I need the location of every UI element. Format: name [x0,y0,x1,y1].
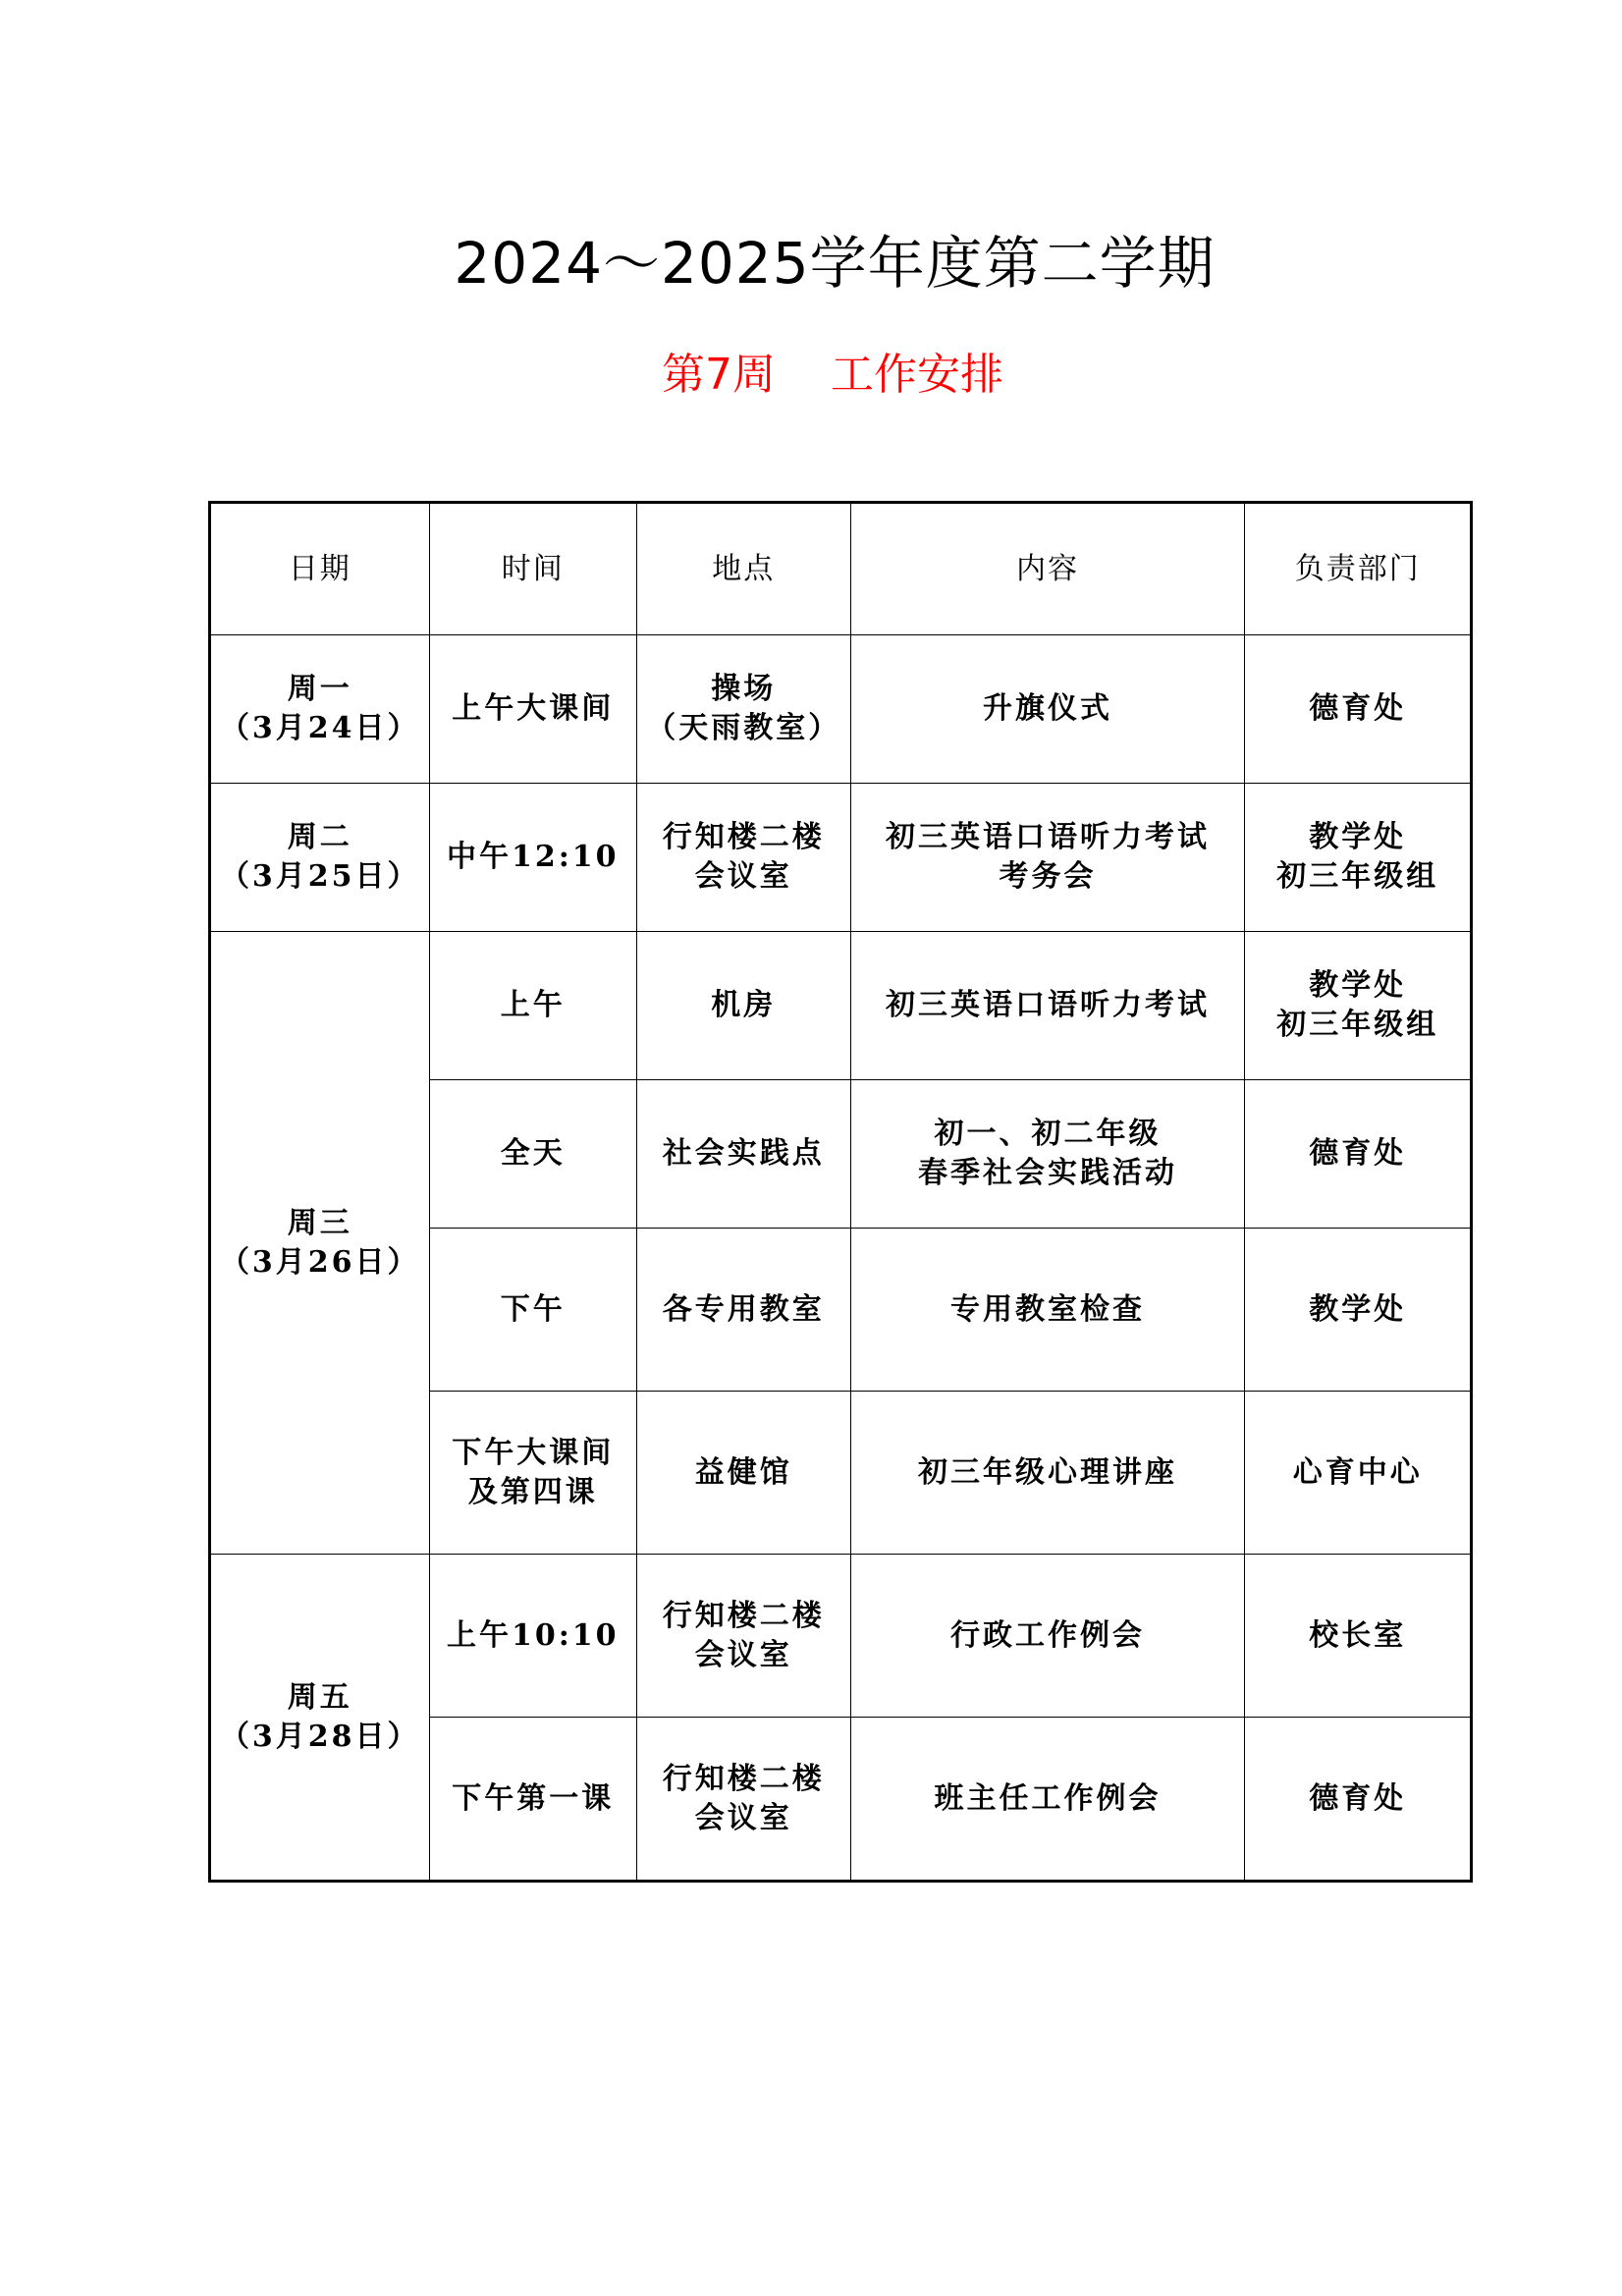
table-row [210,784,1472,932]
cell-content: 班主任工作例会 [850,1718,1245,1882]
cell-time: 上午10:10 [429,1555,636,1718]
cell-time: 下午 [429,1229,636,1392]
cell-date: 周一 （3月24日） [210,635,430,784]
cell-content: 初三英语口语听力考试 [850,932,1245,1080]
cell-department: 校长室 [1245,1555,1472,1718]
table-row [210,932,1472,1080]
table-header-row [210,503,1472,635]
cell-department: 德育处 [1245,1080,1472,1229]
cell-place: 益健馆 [637,1392,851,1555]
cell-date: 周二 （3月25日） [210,784,430,932]
cell-place: 社会实践点 [637,1080,851,1229]
cell-content: 初三年级心理讲座 [850,1392,1245,1555]
cell-department: 心育中心 [1245,1392,1472,1555]
cell-time: 下午第一课 [429,1718,636,1882]
cell-place: 行知楼二楼 会议室 [637,784,851,932]
header-date: 日期 [210,503,430,635]
cell-time: 下午大课间 及第四课 [429,1392,636,1555]
cell-content: 初一、初二年级 春季社会实践活动 [850,1080,1245,1229]
cell-department: 教学处 [1245,1229,1472,1392]
cell-department: 德育处 [1245,635,1472,784]
cell-content: 专用教室检查 [850,1229,1245,1392]
table-row [210,1555,1472,1718]
schedule-table [208,501,1473,1883]
cell-place: 各专用教室 [637,1229,851,1392]
header-department: 负责部门 [1245,503,1472,635]
cell-time: 全天 [429,1080,636,1229]
cell-content: 初三英语口语听力考试 考务会 [850,784,1245,932]
header-time: 时间 [429,503,636,635]
cell-place: 行知楼二楼 会议室 [637,1555,851,1718]
cell-time: 上午大课间 [429,635,636,784]
cell-date: 周三 （3月26日） [210,932,430,1555]
cell-place: 操场 （天雨教室） [637,635,851,784]
cell-place: 行知楼二楼 会议室 [637,1718,851,1882]
cell-department: 教学处 初三年级组 [1245,932,1472,1080]
cell-place: 机房 [637,932,851,1080]
table-row [210,635,1472,784]
cell-department: 德育处 [1245,1718,1472,1882]
page-title: 2024～2025学年度第二学期 [454,230,1216,297]
cell-department: 教学处 初三年级组 [1245,784,1472,932]
header-place: 地点 [637,503,851,635]
page-subtitle: 第7周 工作安排 [662,350,1003,400]
cell-time: 中午12:10 [429,784,636,932]
cell-time: 上午 [429,932,636,1080]
header-content: 内容 [850,503,1245,635]
cell-content: 行政工作例会 [850,1555,1245,1718]
cell-content: 升旗仪式 [850,635,1245,784]
cell-date: 周五 （3月28日） [210,1555,430,1882]
